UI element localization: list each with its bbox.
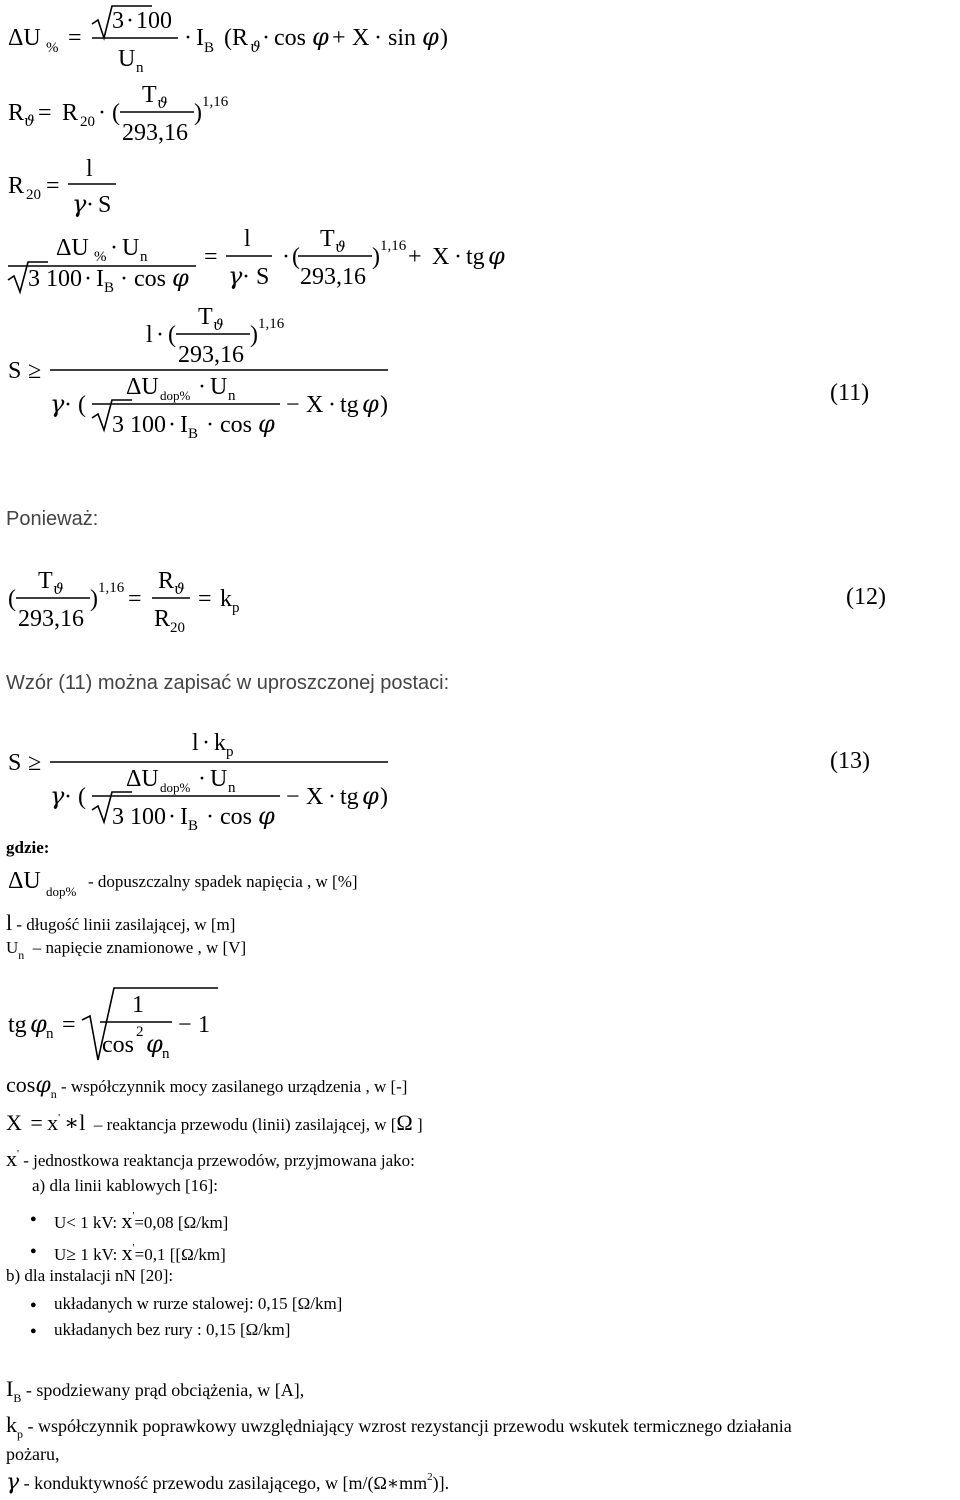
svg-text:φ: φ	[258, 802, 275, 830]
svg-text:p: p	[232, 600, 240, 616]
legend-l-text: - długość linii zasilającej, w [m]	[16, 915, 236, 934]
svg-text:B: B	[104, 280, 115, 296]
svg-text:≥: ≥	[28, 358, 42, 384]
legend-xp-text: - jednostkowa reaktancja przewodów, przyjmowana jako:	[23, 1151, 415, 1170]
svg-text:·: ·	[168, 804, 176, 830]
svg-text:+: +	[408, 244, 422, 270]
svg-text:p: p	[226, 744, 234, 760]
svg-text:cos: cos	[134, 266, 166, 292]
svg-text:sin: sin	[388, 25, 417, 51]
svg-text:ΔU: ΔU	[126, 374, 159, 400]
legend-x: X = x' ∗l – reaktancja przewodu (linii) zasilającej, w [Ω ]	[6, 1110, 423, 1135]
svg-text:·: ·	[454, 244, 462, 270]
legend-a-item-1: ● U< 1 kV: x'=0,08 [Ω/km]	[54, 1208, 228, 1234]
svg-text:cos: cos	[102, 1032, 134, 1058]
svg-text:k: k	[214, 730, 226, 756]
svg-text:(: (	[168, 322, 176, 348]
legend-un-text: napięcie znamionowe , w [V]	[45, 938, 247, 957]
svg-text:l: l	[192, 730, 199, 756]
svg-text:(: (	[78, 392, 86, 418]
svg-text:n: n	[140, 249, 148, 265]
svg-text:n: n	[162, 1046, 170, 1062]
svg-text:ϑ: ϑ	[335, 238, 346, 256]
svg-text:·: ·	[64, 784, 72, 810]
legend-ib-text: - spodziewany prąd obciążenia, w [A],	[25, 1380, 305, 1400]
svg-text:(: (	[292, 244, 300, 270]
svg-text:·: ·	[86, 192, 94, 218]
legend-xp: x' - jednostkowa reaktancja przewodów, przyjmowana jako:	[6, 1146, 415, 1171]
svg-text:tg: tg	[466, 244, 485, 270]
svg-text:U: U	[118, 46, 136, 72]
svg-text:): )	[380, 392, 388, 418]
svg-text:·: ·	[126, 8, 134, 34]
svg-text:1: 1	[198, 1012, 210, 1038]
equation-number-11: (11)	[830, 380, 870, 406]
equation-voltage-drop	[8, 6, 448, 76]
svg-text:(: (	[8, 586, 16, 612]
svg-text:): )	[250, 322, 258, 348]
svg-text:ϑ: ϑ	[174, 580, 185, 598]
legend-kp-cont: pożaru,	[6, 1444, 60, 1464]
legend-kp-text: - współczynnik poprawkowy uwzględniający wzrost rezystancji przewodu wskutek termicznego działania	[27, 1416, 792, 1436]
svg-text:dop%: dop%	[160, 780, 191, 795]
svg-text:=: =	[62, 1012, 76, 1038]
svg-text:%: %	[46, 40, 59, 56]
svg-text:ΔU: ΔU	[126, 766, 159, 792]
svg-text:·: ·	[156, 322, 164, 348]
svg-text:ϑ: ϑ	[250, 38, 261, 56]
paragraph-since: Ponieważ:	[6, 508, 99, 530]
svg-text:dop%: dop%	[160, 388, 191, 403]
svg-text:R: R	[158, 568, 175, 594]
svg-text:(: (	[112, 100, 120, 126]
svg-text:%: %	[94, 249, 107, 265]
svg-text:S: S	[8, 750, 22, 776]
svg-text:+: +	[332, 25, 346, 51]
equation-13	[8, 730, 870, 834]
svg-text:U: U	[210, 374, 228, 400]
svg-text:): )	[372, 244, 380, 270]
svg-text:φ: φ	[488, 242, 505, 270]
svg-text:=: =	[68, 25, 82, 51]
svg-text:100: 100	[136, 8, 172, 34]
svg-text:R: R	[62, 100, 79, 126]
svg-text:tg: tg	[340, 392, 359, 418]
svg-text:1,16: 1,16	[98, 580, 125, 596]
svg-text:293,16: 293,16	[122, 120, 188, 146]
svg-text:·: ·	[120, 266, 128, 292]
svg-text:·: ·	[198, 374, 206, 400]
equation-resistance-temp	[8, 82, 229, 146]
legend-cos: cosφ$_n$ - współczynnik mocy zasilanego urządzenia , w [-]	[6, 1072, 408, 1101]
legend-a-item-2-label: 1 kV:	[80, 1245, 118, 1264]
svg-text:l: l	[244, 226, 251, 252]
svg-text:2: 2	[136, 1024, 144, 1040]
svg-text:φ: φ	[258, 410, 275, 438]
svg-text:·: ·	[64, 392, 72, 418]
svg-text:γ: γ	[228, 262, 243, 290]
svg-text:·: ·	[328, 784, 336, 810]
svg-text:1,16: 1,16	[202, 94, 229, 110]
svg-text:X: X	[306, 784, 324, 810]
svg-text:R: R	[154, 606, 171, 632]
svg-text:γ: γ	[50, 782, 65, 810]
legend-b-item-2: ● układanych bez rury : 0,15 [Ω/km]	[54, 1320, 290, 1340]
svg-text:20: 20	[80, 114, 95, 130]
svg-text:): )	[90, 586, 98, 612]
svg-text:=: =	[46, 173, 60, 199]
legend-du: - dopuszczalny spadek napięcia , w [%]	[88, 872, 358, 891]
svg-text:I: I	[96, 266, 104, 292]
svg-text:n: n	[136, 60, 144, 76]
legend-cos-text: - współczynnik mocy zasilanego urządzenia , w [-]	[60, 1077, 408, 1096]
svg-text:≥: ≥	[28, 750, 42, 776]
svg-text:ϑ: ϑ	[53, 580, 64, 598]
svg-text:cos: cos	[220, 412, 252, 438]
svg-text:3: 3	[112, 8, 124, 34]
legend-a-item-1-label: U< 1 kV:	[54, 1213, 118, 1232]
svg-text:tg: tg	[8, 1012, 27, 1038]
legend-a-item-1-value: =0,08 [Ω/km]	[134, 1213, 229, 1232]
svg-text:n: n	[46, 1026, 54, 1042]
symbol-du-dop	[8, 868, 77, 899]
svg-text:(R: (R	[224, 25, 248, 51]
svg-text:φ: φ	[146, 1030, 163, 1058]
svg-text:S: S	[256, 264, 270, 290]
legend-b-heading: b) dla instalacji nN [20]:	[6, 1266, 174, 1285]
svg-text:T: T	[320, 226, 335, 252]
svg-text:): )	[194, 100, 202, 126]
svg-text:dop%: dop%	[46, 884, 77, 899]
legend-gamma-text: - konduktywność przewodu zasilającego, w [m/(Ω∗mm	[23, 1473, 428, 1493]
svg-text:1,16: 1,16	[380, 238, 407, 254]
legend-kp: $k_p$ - współczynnik poprawkowy uwzględniający wzrost rezystancji przewodu wskutek termicznego działania	[6, 1412, 792, 1441]
legend-gamma-close: )].	[432, 1473, 450, 1493]
svg-text:·: ·	[168, 412, 176, 438]
legend-l: l - długość linii zasilającej, w [m]	[6, 910, 236, 935]
svg-text:·: ·	[206, 804, 214, 830]
svg-text:I: I	[180, 412, 188, 438]
svg-text:X: X	[306, 392, 324, 418]
svg-text:φ: φ	[172, 264, 189, 292]
svg-text:X: X	[432, 244, 450, 270]
svg-text:·: ·	[98, 100, 106, 126]
equation-number-13: (13)	[830, 748, 870, 774]
svg-text:S: S	[8, 358, 22, 384]
legend-heading: gdzie:	[6, 838, 50, 857]
equation-12	[8, 568, 886, 636]
svg-text:·: ·	[202, 730, 210, 756]
equation-tg-phi	[8, 988, 218, 1062]
legend-a-item-2: ● U≥ 1 kV: x'=0,1 [[Ω/km]	[54, 1240, 226, 1266]
svg-text:l: l	[146, 322, 153, 348]
legend-gamma: γ - konduktywność przewodu zasilającego, w $[m/(\Omega∗mm^2)]$.	[6, 1470, 450, 1495]
svg-text:cos: cos	[220, 804, 252, 830]
svg-text:U: U	[122, 235, 140, 261]
equation-combined	[8, 226, 505, 296]
svg-text:20: 20	[26, 187, 41, 203]
legend-a-heading: a) dla linii kablowych [16]:	[32, 1176, 219, 1195]
svg-text:n: n	[228, 388, 236, 404]
svg-text:γ: γ	[72, 190, 87, 218]
legend-un: $U_n$ – napięcie znamionowe , w [V]	[6, 938, 247, 962]
svg-text:R: R	[8, 100, 25, 126]
svg-text:·: ·	[374, 25, 382, 51]
svg-text:1: 1	[132, 992, 144, 1018]
svg-text:ϑ: ϑ	[157, 94, 168, 112]
svg-text:·: ·	[110, 235, 118, 261]
svg-text:ϑ: ϑ	[24, 112, 35, 130]
equation-r20	[8, 156, 116, 218]
svg-text:·: ·	[206, 412, 214, 438]
svg-text:γ: γ	[50, 390, 65, 418]
legend-ib: $I_B$ - spodziewany prąd obciążenia, w [A],	[6, 1376, 305, 1405]
svg-text:=: =	[198, 586, 212, 612]
svg-text:293,16: 293,16	[300, 264, 366, 290]
svg-text:293,16: 293,16	[178, 342, 244, 368]
svg-text:I: I	[180, 804, 188, 830]
svg-text:·: ·	[262, 25, 270, 51]
svg-text:·: ·	[328, 392, 336, 418]
svg-text:·: ·	[242, 264, 250, 290]
svg-text:T: T	[142, 82, 157, 108]
svg-text:): )	[440, 25, 448, 51]
svg-text:293,16: 293,16	[18, 606, 84, 632]
svg-text:100: 100	[46, 266, 82, 292]
svg-text:·: ·	[282, 244, 290, 270]
svg-text:·: ·	[84, 266, 92, 292]
svg-text:3: 3	[112, 412, 124, 438]
svg-text:−: −	[286, 392, 300, 418]
svg-text:R: R	[8, 173, 25, 199]
svg-text:·: ·	[198, 766, 206, 792]
svg-text:100: 100	[130, 804, 166, 830]
svg-text:X: X	[352, 25, 370, 51]
svg-text:=: =	[128, 586, 142, 612]
equation-number-12: (12)	[846, 584, 886, 610]
svg-text:B: B	[204, 40, 215, 56]
svg-text:φ: φ	[362, 390, 379, 418]
svg-text:I: I	[196, 25, 204, 51]
svg-text:B: B	[188, 426, 199, 442]
svg-text:ΔU: ΔU	[8, 25, 41, 51]
svg-text:φ: φ	[30, 1010, 47, 1038]
svg-text:·: ·	[184, 25, 192, 51]
svg-text:S: S	[98, 192, 112, 218]
svg-text:cos: cos	[274, 25, 306, 51]
legend-a-item-2-value: =0,1 [[Ω/km]	[134, 1245, 226, 1264]
legend-b-item-1: ● układanych w rurze stalowej: 0,15 [Ω/km]	[54, 1294, 342, 1314]
svg-text:T: T	[38, 568, 53, 594]
svg-text:ΔU: ΔU	[8, 868, 41, 894]
svg-text:U: U	[210, 766, 228, 792]
svg-text:20: 20	[170, 620, 185, 636]
svg-text:φ: φ	[362, 782, 379, 810]
svg-text:l: l	[86, 156, 93, 182]
equation-11	[8, 304, 869, 442]
svg-text:1,16: 1,16	[258, 316, 285, 332]
svg-text:T: T	[198, 304, 213, 330]
paragraph-simplified: Wzór (11) można zapisać w uproszczonej postaci:	[6, 672, 450, 694]
svg-text:ϑ: ϑ	[213, 316, 224, 334]
svg-text:−: −	[178, 1012, 192, 1038]
svg-text:n: n	[228, 780, 236, 796]
svg-text:3: 3	[112, 804, 124, 830]
svg-text:B: B	[188, 818, 199, 834]
svg-text:ΔU: ΔU	[56, 235, 89, 261]
legend-x-text: reaktancja przewodu (linii) zasilającej, w [	[106, 1115, 397, 1134]
legend-x-close: ]	[417, 1115, 423, 1134]
svg-text:): )	[380, 784, 388, 810]
svg-text:=: =	[204, 244, 218, 270]
svg-text:=: =	[38, 100, 52, 126]
svg-text:3: 3	[28, 266, 40, 292]
svg-text:100: 100	[130, 412, 166, 438]
svg-text:−: −	[286, 784, 300, 810]
svg-text:k: k	[220, 586, 232, 612]
svg-text:(: (	[78, 784, 86, 810]
svg-text:φ: φ	[312, 23, 329, 51]
svg-text:φ: φ	[422, 23, 439, 51]
svg-text:tg: tg	[340, 784, 359, 810]
